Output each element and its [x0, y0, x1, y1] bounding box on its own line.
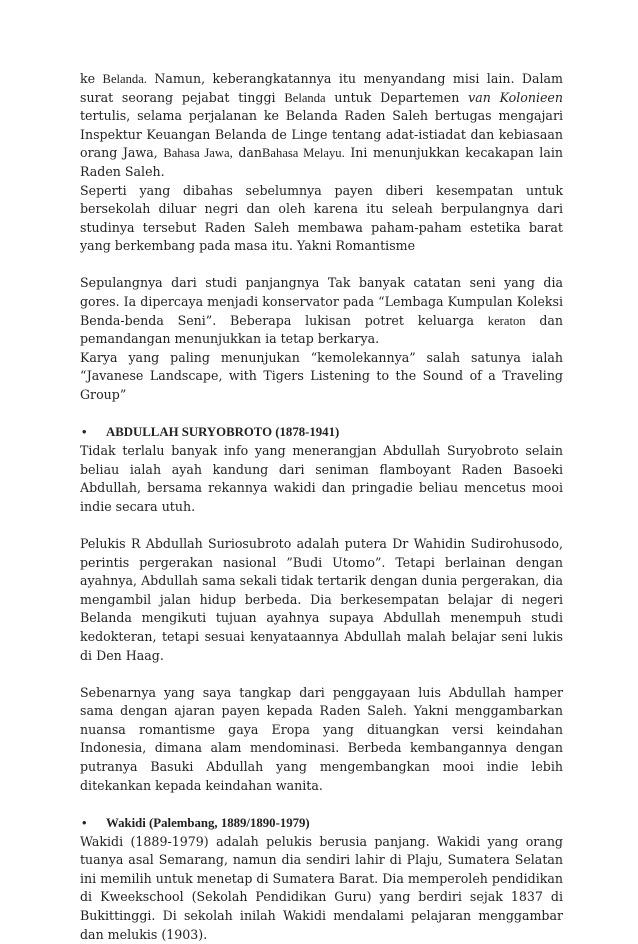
paragraph-abdullah-intro: Tidak terlalu banyak info yang menerangjan Abdullah Suryobroto selain beliau ialah ayah kandung dari seniman flamboyant Raden Basoeki Abdullah, bersama rekannya wakidi dan pringadie beliau mencetus mooi indie secara utuh.	[80, 443, 563, 514]
paragraph-raden-saleh-journey	[80, 70, 563, 182]
text-run: Bahasa Jawa,	[163, 146, 233, 161]
text-run: ke	[80, 71, 96, 86]
text-run: Bahasa Melayu.	[262, 146, 345, 161]
text-run: untuk Departemen	[334, 89, 460, 105]
text-run: Namun, keberangkatannya itu menyandang misi lain. Dalam surat seorang pejabat tinggi	[80, 71, 563, 105]
paragraph-abdullah-bio: Pelukis R Abdullah Suriosubroto adalah putera Dr Wahidin Sudirohusodo, perintis pergerakan nasional ”Budi Utomo”. Tetapi berlainan dengan ayahnya, Abdullah sama sekali tidak tertarik dengan dunia pergerakan, dia mengambil jalan hidup berbeda. Dia berkesempatan belajar di negeri Belanda mengikuti tujuan ayahnya supaya Abdullah menempuh studi kedokteran, tetapi sesuai kenyataannya Abdullah malah belajar seni lukis di Den Haag.	[80, 535, 563, 663]
bullet-icon: •	[82, 815, 87, 830]
text-run: Sepulangnya dari studi panjangnya Tak banyak catatan seni yang dia gores. Ia dipercaya menjadi konservator pada “Lembaga Kumpulan Koleksi Benda-benda Seni”. Beberapa lukisan potret keluarga	[80, 275, 563, 328]
text-run: Belanda	[284, 90, 326, 105]
paragraph-konservator	[80, 274, 563, 348]
heading-text: Wakidi (Palembang, 1889/1890-1979)	[106, 815, 310, 830]
text-run: Belanda.	[102, 72, 147, 86]
text-run: tertulis, selama perjalanan ke Belanda Raden Saleh bertugas mengajari Inspektur Keuangan Belanda de Linge tentang adat-istiadat dan kebiasaan orang Jawa,	[80, 108, 563, 161]
document-page	[80, 70, 563, 944]
heading-wakidi	[80, 814, 563, 833]
bullet-icon: •	[82, 425, 87, 440]
text-run: keraton	[487, 313, 526, 328]
paragraph-wakidi-bio: Wakidi (1889-1979) adalah pelukis berusia panjang. Wakidi yang orang tuanya asal Semarang, namun dia sendiri lahir di Plaju, Sumatera Selatan ini memilih untuk menetap di Sumatera Barat. Dia memperoleh pendidikan di Kweekschool (Sekolah Pendidikan Guru) yang berdiri sejak 1837 di Bukittinggi. Di sekolah inilah Wakidi mendalami pelajaran menggambar dan melukis (1903).	[80, 833, 563, 942]
paragraph-abdullah-style: Sebenarnya yang saya tangkap dari penggayaan luis Abdullah hamper sama dengan ajaran payen kepada Raden Saleh. Yakni menggambarkan nuansa romantisme gaya Eropa yang dituangkan versi keindahan Indonesia, dimana alam mendominasi. Berbeda kembangannya dengan putranya Basuki Abdullah yang mengembangkan mooi indie lebih ditekankan kepada keindahan wanita.	[80, 684, 563, 793]
paragraph-javanese-landscape: Karya yang paling menunjukan “kemolekannya” salah satunya ialah “Javanese Landscape, with Tigers Listening to the Sound of a Traveling Group”	[80, 349, 563, 402]
text-run: Ini menunjukkan kecakapan lain Raden Saleh.	[80, 145, 563, 179]
text-run: dan pemandangan menunjukkan ia tetap berkarya.	[80, 312, 563, 347]
heading-text: ABDULLAH SURYOBROTO (1878-1941)	[106, 425, 340, 440]
italic-text-run: van Kolonieen	[468, 89, 563, 105]
paragraph-romantisme: Seperti yang dibahas sebelumnya payen diberi kesempatan untuk bersekolah diluar negri dan oleh karena itu seleah berpulangnya dari studinya tersebut Raden Saleh membawa paham-paham estetika barat yang berkembang pada masa itu. Yakni Romantisme	[80, 182, 563, 254]
heading-abdullah-suryobroto	[80, 423, 563, 442]
text-run: dan	[238, 145, 263, 161]
